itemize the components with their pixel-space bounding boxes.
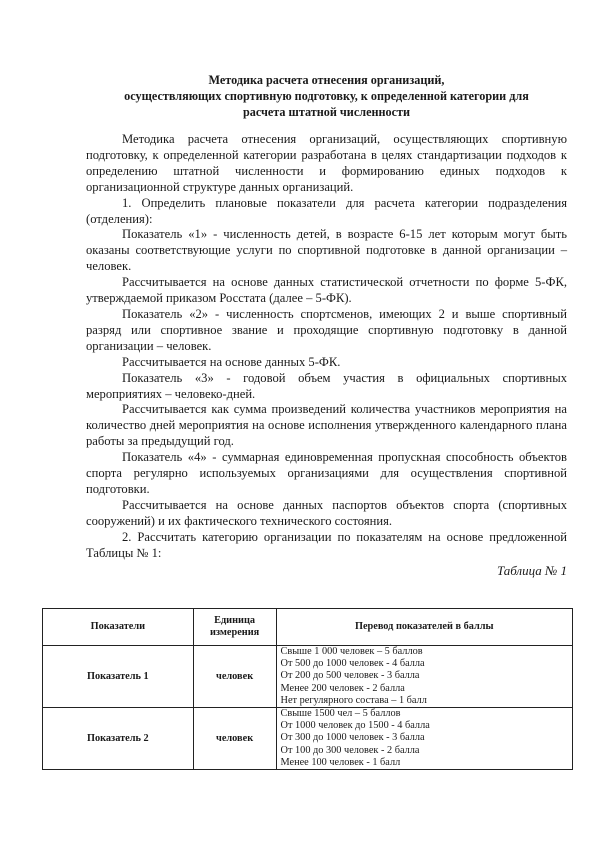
document-body bbox=[86, 132, 567, 561]
paragraph-intro: Методика расчета отнесения организаций, осуществляющих спортивную подготовку, к определенной категории разработана в целях стандартизации подходов к определению штатной численности и формированию единых подходов к организационной структуре данных организаций. bbox=[86, 132, 567, 194]
points-line: От 100 до 300 человек - 2 балла bbox=[280, 744, 420, 756]
points-line: Менее 100 человек - 1 балл bbox=[280, 756, 401, 768]
points-line: От 1000 человек до 1500 - 4 балла bbox=[280, 720, 430, 732]
table-header-row bbox=[43, 609, 573, 646]
points-line: От 200 до 500 человек - 3 балла bbox=[280, 670, 420, 682]
paragraph-indicator-1: Показатель «1» - численность детей, в возрасте 6-15 лет которым могут быть оказаны соответствующие услуги по спортивной подготовке в данной организации – человек. bbox=[86, 227, 567, 274]
paragraph-indicator-3: Показатель «3» - годовой объем участия в официальных спортивных мероприятиях – человеко-дней. bbox=[86, 370, 567, 401]
unit-cell: человек bbox=[193, 646, 276, 708]
indicator-cell: Показатель 1 bbox=[43, 646, 194, 708]
table-row bbox=[43, 646, 573, 708]
document-title bbox=[86, 72, 567, 120]
points-line: От 300 до 1000 человек - 3 балла bbox=[280, 732, 425, 744]
indicator-cell: Показатель 2 bbox=[43, 708, 194, 770]
points-line: От 500 до 1000 человек - 4 балла bbox=[280, 658, 425, 670]
paragraph-indicator-4: Показатель «4» - суммарная единовременная пропускная способность объектов спорта регулярно используемых организациями для осуществления спортивной подготовки. bbox=[86, 450, 567, 496]
unit-cell: человек bbox=[193, 708, 276, 770]
title-line-3: расчета штатной численности bbox=[242, 105, 411, 119]
paragraph-indicator-4-calc: Рассчитывается на основе данных паспортов объектов спорта (спортивных сооружений) и их фактического технического состояния. bbox=[86, 497, 567, 528]
header-points: Перевод показателей в баллы bbox=[276, 609, 572, 646]
points-line: Нет регулярного состава – 1 балл bbox=[280, 694, 427, 706]
paragraph-indicator-3-calc: Рассчитывается как сумма произведений количества участников мероприятия на количество дней мероприятия на основе исполнения утвержденного календарного плана работы за предыдущий год. bbox=[86, 402, 567, 449]
points-line: Свыше 1 000 человек – 5 баллов bbox=[280, 646, 423, 657]
points-table bbox=[42, 608, 573, 770]
paragraph-indicator-2-calc: Рассчитывается на основе данных 5-ФК. bbox=[122, 354, 341, 369]
paragraph-indicator-1-calc: Рассчитывается на основе данных статистической отчетности по форме 5-ФК, утверждаемой приказом Росстата (далее – 5-ФК). bbox=[86, 275, 567, 306]
title-line-2: осуществляющих спортивную подготовку, к определенной категории для bbox=[124, 89, 529, 103]
paragraph-step-2: 2. Рассчитать категорию организации по показателям на основе предложенной Таблицы № 1: bbox=[86, 529, 567, 560]
paragraph-step-1: 1. Определить плановые показатели для расчета категории подразделения (отделения): bbox=[86, 195, 567, 226]
table-caption: Таблица № 1 bbox=[496, 563, 567, 579]
points-line: Свыше 1500 чел – 5 баллов bbox=[280, 708, 401, 720]
points-cell bbox=[276, 708, 572, 770]
points-cell bbox=[276, 646, 572, 708]
points-line: Менее 200 человек - 2 балла bbox=[280, 682, 405, 694]
title-line-1: Методика расчета отнесения организаций, bbox=[208, 73, 445, 87]
header-unit: Единица измерения bbox=[193, 609, 276, 646]
paragraph-indicator-2: Показатель «2» - численность спортсменов, имеющих 2 и выше спортивный разряд или спортивное звание и проходящие спортивную подготовку в данной организации – человек. bbox=[86, 306, 567, 353]
table-row bbox=[43, 708, 573, 770]
header-indicators: Показатели bbox=[43, 609, 194, 646]
